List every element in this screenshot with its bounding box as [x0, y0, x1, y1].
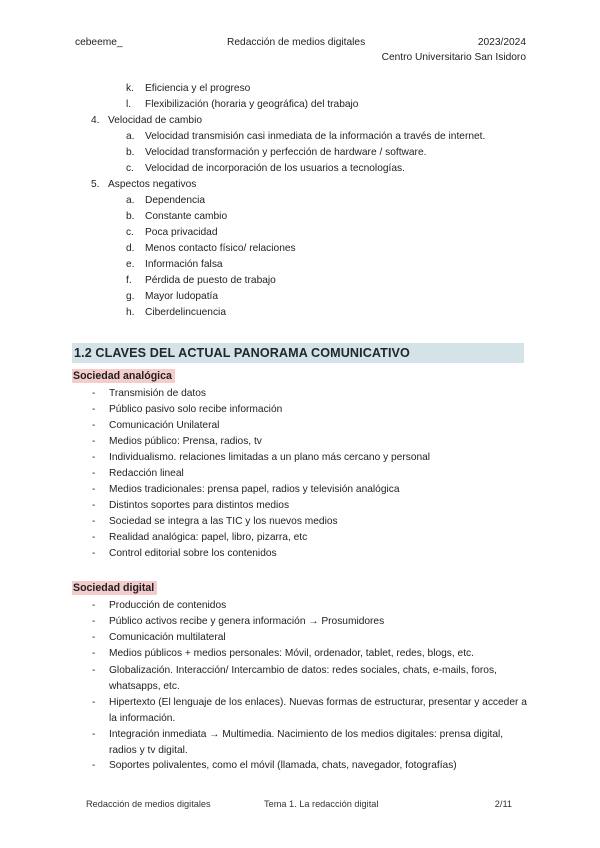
list-item-text: Medios tradicionales: prensa papel, radios y televisión analógica — [109, 484, 400, 495]
page-header — [75, 37, 526, 67]
list-marker: h. — [126, 307, 135, 318]
list-item-text: Medios públicos + medios personales: Móvil, ordenador, tablet, redes, blogs, etc. — [109, 648, 474, 659]
list-item — [92, 727, 532, 757]
list-item — [92, 647, 532, 661]
list-item — [92, 499, 532, 513]
bullet-dash: - — [92, 516, 96, 527]
list-item-text: Constante cambio — [145, 211, 228, 222]
list-item-text: Distintos soportes para distintos medios — [109, 500, 290, 511]
bullet-dash: - — [92, 648, 96, 659]
bullet-dash: - — [92, 388, 96, 399]
list-item — [92, 435, 532, 449]
header-course: Redacción de medios digitales — [227, 37, 366, 48]
list-item — [92, 663, 532, 693]
list-marker: a. — [126, 195, 135, 206]
bullet-dash: - — [92, 532, 96, 543]
list-item — [92, 615, 532, 629]
list-marker: b. — [126, 211, 135, 222]
bullet-dash: - — [92, 436, 96, 447]
list-item — [92, 403, 532, 417]
header-year: 2023/2024 — [477, 37, 526, 48]
list-item-text: Realidad analógica: papel, libro, pizarra, etc — [109, 532, 308, 543]
list-item-text: Hipertexto (El lenguaje de los enlaces). Nuevas formas de estructurar, presentar y acceder a la información. — [109, 697, 527, 724]
list-marker: k. — [126, 83, 134, 94]
list-item — [92, 531, 532, 545]
subheading-analog: Sociedad analógica — [72, 369, 175, 383]
page-number: 2/11 — [494, 799, 512, 809]
list-marker: b. — [126, 147, 135, 158]
footer-topic: Tema 1. La redacción digital — [264, 799, 379, 809]
bullet-dash: - — [92, 500, 96, 511]
list-item-text: Ciberdelincuencia — [145, 307, 226, 318]
list-marker: g. — [126, 291, 135, 302]
bullet-dash: - — [92, 548, 96, 559]
bullet-dash: - — [92, 452, 96, 463]
list-item — [92, 451, 532, 465]
list-item-text: Pérdida de puesto de trabajo — [145, 275, 276, 286]
bullet-dash: - — [92, 729, 96, 740]
list-item-text: Globalización. Interacción/ Intercambio de datos: redes sociales, chats, e-mails, foros, whatsapps, etc. — [109, 665, 497, 692]
list-item-text: Dependencia — [145, 195, 206, 206]
subheading-digital: Sociedad digital — [72, 581, 157, 595]
section-marker: 4. — [91, 115, 100, 126]
list-item — [92, 759, 532, 773]
list-item — [92, 515, 532, 529]
bullet-dash: - — [92, 420, 96, 431]
list-marker: a. — [126, 131, 135, 142]
list-item-text: Flexibilización (horaria y geográfica) del trabajo — [145, 99, 359, 110]
bullet-dash: - — [92, 600, 96, 611]
bullet-dash: - — [92, 404, 96, 415]
list-item-text: Soportes polivalentes, como el móvil (llamada, chats, navegador, fotografías) — [109, 760, 457, 771]
list-item-text: Información falsa — [145, 259, 223, 270]
list-item-text: Menos contacto físico/ relaciones — [145, 243, 296, 254]
section-title-text: Aspectos negativos — [108, 179, 197, 190]
list-item-text: Velocidad transmisión casi inmediata de la información a través de internet. — [145, 131, 486, 142]
list-item — [92, 547, 532, 561]
list-item-text: Transmisión de datos — [109, 388, 207, 399]
list-marker: e. — [126, 259, 135, 270]
list-item — [92, 387, 532, 401]
list-item — [92, 599, 532, 613]
bullet-dash: - — [92, 760, 96, 771]
list-item-text: Comunicación Unilateral — [109, 420, 220, 431]
list-marker: l. — [126, 99, 132, 110]
list-item-text: Comunicación multilateral — [109, 632, 226, 643]
footer-course: Redacción de medios digitales — [86, 799, 211, 809]
list-item-text: Control editorial sobre los contenidos — [109, 548, 277, 559]
list-marker: f. — [126, 275, 132, 286]
list-item-text: Sociedad se integra a las TIC y los nuevos medios — [109, 516, 338, 527]
section-heading: 1.2 CLAVES DEL ACTUAL PANORAMA COMUNICATIVO — [74, 346, 410, 360]
bullet-dash: - — [92, 665, 96, 676]
list-marker: c. — [126, 163, 134, 174]
list-item-text: Mayor ludopatía — [145, 291, 219, 302]
list-item-text: Poca privacidad — [145, 227, 218, 238]
list-item — [92, 631, 532, 645]
bullet-dash: - — [92, 697, 96, 708]
list-item-text: Redacción lineal — [109, 468, 184, 479]
section-title-text: Velocidad de cambio — [108, 115, 203, 126]
list-item-text: Eficiencia y el progreso — [145, 83, 251, 94]
list-item-text: Medios público: Prensa, radios, tv — [109, 436, 262, 447]
list-marker: d. — [126, 243, 135, 254]
list-item — [92, 483, 532, 497]
header-author: cebeeme_ — [75, 37, 123, 48]
list-item-text: Velocidad transformación y perfección de hardware / software. — [145, 147, 427, 158]
section-marker: 5. — [91, 179, 100, 190]
list-item-text: Público activos recibe y genera información → Prosumidores — [109, 616, 385, 627]
header-institution: Centro Universitario San Isidoro — [381, 52, 526, 63]
list-item — [92, 419, 532, 433]
list-item — [92, 695, 532, 725]
bullet-dash: - — [92, 616, 96, 627]
list-item-text: Público pasivo solo recibe información — [109, 404, 283, 415]
bullet-dash: - — [92, 632, 96, 643]
list-item-text: Integración inmediata → Multimedia. Nacimiento de los medios digitales: prensa digital, radios y tv digital. — [109, 729, 504, 756]
bullet-dash: - — [92, 468, 96, 479]
list-item — [92, 467, 532, 481]
bullet-dash: - — [92, 484, 96, 495]
list-item-text: Velocidad de incorporación de los usuarios a tecnologías. — [145, 163, 405, 174]
list-item-text: Individualismo. relaciones limitadas a un plano más cercano y personal — [109, 452, 431, 463]
list-marker: c. — [126, 227, 134, 238]
list-item-text: Producción de contenidos — [109, 600, 227, 611]
